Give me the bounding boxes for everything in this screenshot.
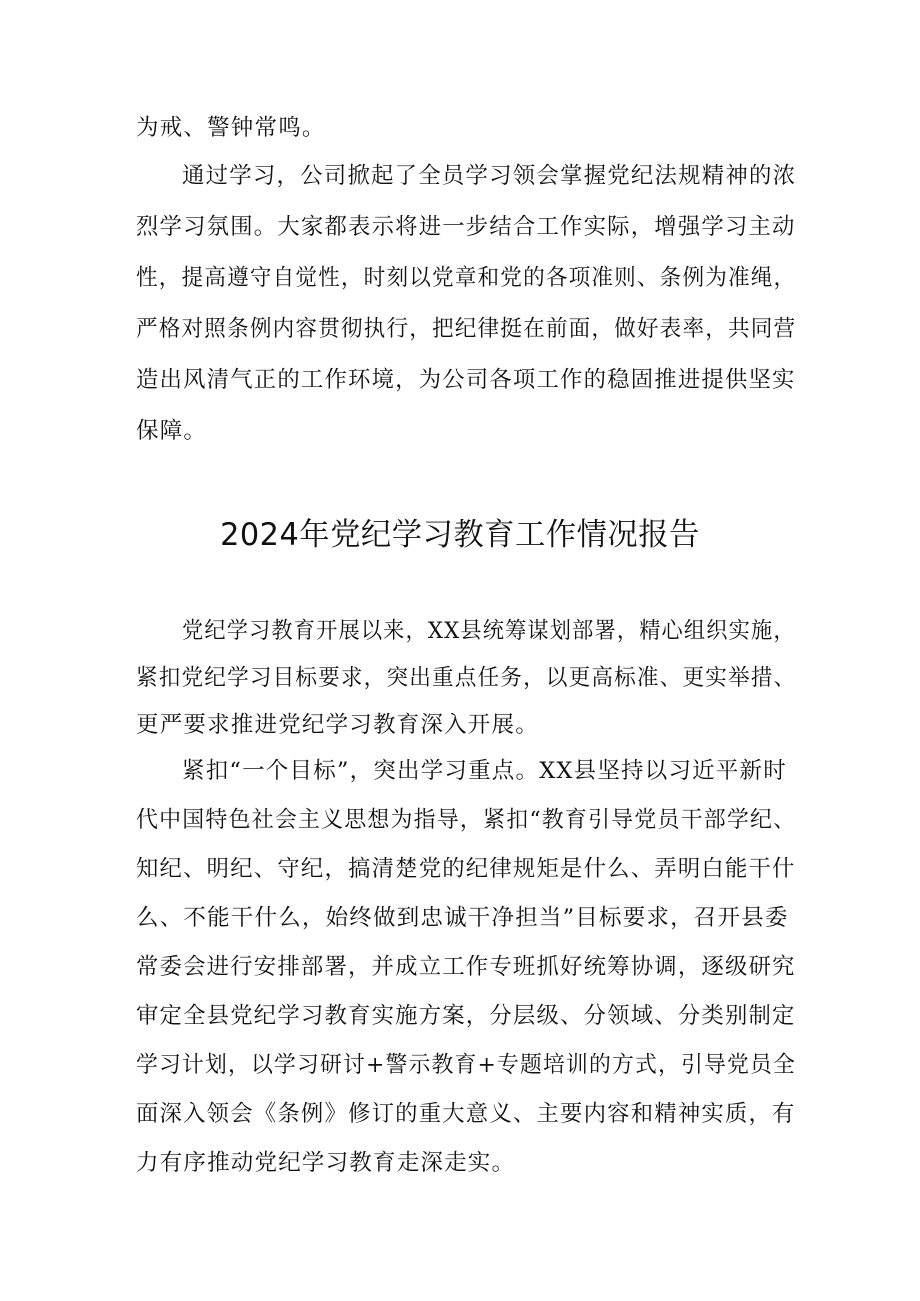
paragraph-line: 么、不能干什么，始终做到忠诚干净担当”目标要求，召开县委 bbox=[136, 905, 789, 931]
paragraph-line: 紧扣党纪学习目标要求，突出重点任务，以更高标准、更实举措、 bbox=[136, 665, 797, 691]
paragraph-line: 性，提高遵守自觉性，时刻以党章和党的各项准则、条例为准绳， bbox=[136, 265, 797, 291]
paragraph-line: 审定全县党纪学习教育实施方案，分层级、分领域、分类别制定 bbox=[136, 1003, 796, 1029]
paragraph-line: 更严要求推进党纪学习教育深入开展。 bbox=[136, 712, 539, 738]
paragraph-line: 面深入领会《条例》修订的重大意义、主要内容和精神实质，有 bbox=[136, 1101, 796, 1127]
paragraph-line: 保障。 bbox=[136, 418, 208, 444]
paragraph-line: 党纪学习教育开展以来，XX县统筹谋划部署，精心组织实施， bbox=[182, 618, 796, 644]
paragraph-line: 造出风清气正的工作环境，为公司各项工作的稳固推进提供坚实 bbox=[136, 367, 796, 393]
report-title: 2024年党纪学习教育工作情况报告 bbox=[220, 517, 700, 553]
paragraph-line: 代中国特色社会主义思想为指导，紧扣“教育引导党员干部学纪、 bbox=[136, 807, 797, 833]
paragraph-line: 常委会进行安排部署，并成立工作专班抓好统筹协调，逐级研究 bbox=[136, 954, 796, 980]
paragraph-line: 力有序推动党纪学习教育走深走实。 bbox=[136, 1150, 516, 1176]
paragraph-line: 知纪、明纪、守纪，搞清楚党的纪律规矩是什么、弄明白能干什 bbox=[136, 856, 796, 882]
paragraph-line: 为戒、警钟常鸣。 bbox=[136, 115, 326, 141]
paragraph-line: 烈学习氛围。大家都表示将进一步结合工作实际，增强学习主动 bbox=[136, 214, 796, 240]
paragraph-line: 紧扣“一个目标”，突出学习重点。XX县坚持以习近平新时 bbox=[182, 758, 787, 784]
paragraph-line: 学习计划，以学习研讨+警示教育+专题培训的方式，引导党员全 bbox=[136, 1052, 797, 1078]
paragraph-line: 通过学习，公司掀起了全员学习领会掌握党纪法规精神的浓 bbox=[182, 163, 797, 189]
paragraph-line: 严格对照条例内容贯彻执行，把纪律挺在前面，做好表率，共同营 bbox=[136, 316, 797, 342]
